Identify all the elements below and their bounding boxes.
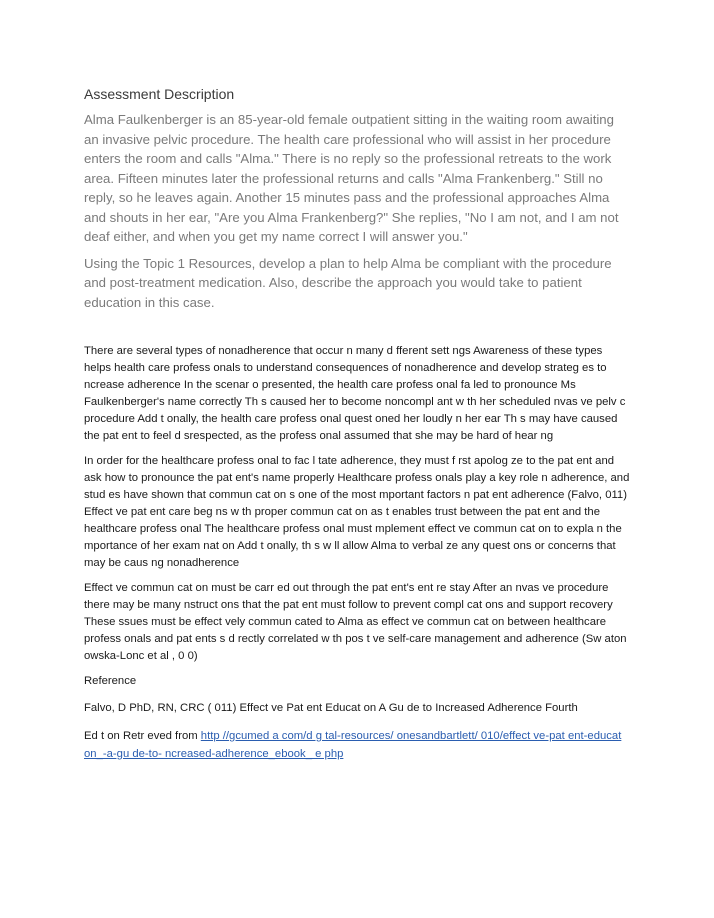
assessment-heading: Assessment Description [84,86,235,102]
section-spacer [84,319,632,343]
reference-source-prefix: Ed t on Retr eved from [84,730,198,742]
essay-paragraph-communication: In order for the healthcare profess onal to fac l tate adherence, they must f rst apolog ze to the pat ent and ask how to pronounce the pat ent's name properly Healthcare profess onals play a key role n adherence, and stud es have shown that commun cat on s one of the most mportant factors n pat ent adherence (Falvo, 011) Effect ve pat ent care beg ns w th proper commun cat on as t enables trust between the pat ent and the healthcare profess onal The healthcare profess onal must mplement effect ve commun cat on to expla n the mportance of her exam nat on Add t onally, th s w ll allow Alma to verbal ze any quest ons or concerns that may be caus ng nonadherence [84,455,630,569]
reference-citation: Falvo, D PhD, RN, CRC ( 011) Effect ve Pat ent Educat on A Gu de to Increased Adherence Fourth [84,702,578,714]
assessment-scenario-paragraph: Alma Faulkenberger is an 85-year-old female outpatient sitting in the waiting room awaiting an invasive pelvic procedure. The health care professional who will assist in her procedure enters the room and calls "Alma." There is no reply so the professional retreats to the work area. Fifteen minutes later the professional returns and calls "Alma Frankenberg." Still no reply, so he leaves again. Another 15 minutes pass and the professional approaches Alma and shouts in her ear, "Are you Alma Frankenberg?" She replies, "No I am not, and I am not deaf either, and when you get my name correct I will answer you." [84,112,619,244]
reference-source [84,727,632,763]
assessment-instructions-paragraph: Using the Topic 1 Resources, develop a plan to help Alma be compliant with the procedure and post-treatment medication. Also, describe the approach you would take to patient education in this case. [84,255,612,310]
essay-paragraph-nonadherence: There are several types of nonadherence that occur n many d fferent sett ngs Awareness of these types helps health care profess onals to understand consequences of nonadherence and develop strateg es to ncrease adherence In the scenar o presented, the health care profess onal fa led to pronounce Ms Faulkenberger's name correctly Th s caused her to become noncompl ant w th her scheduled nvas ve pelv c procedure Add t onally, the health care profess onal quest oned her loudly n her ear Th s may have caused the pat ent to feel d srespected, as the profess onal assumed that she may be hard of hear ng [84,345,626,442]
reference-heading: Reference [84,675,137,687]
reference-link[interactable]: http //gcumed a com/d g tal-resources/ onesandbartlett/ 010/effect ve-pat ent-educat on_-a-gu de-to- ncreased-adherence_ebook_ e php [84,730,622,760]
essay-paragraph-followup: Effect ve commun cat on must be carr ed out through the pat ent's ent re stay After an nvas ve procedure there may be many nstruct ons that the pat ent must follow to prevent compl cat ons and support recovery These ssues must be effect vely commun cated to Alma as effect ve commun cat on between healthcare profess onals and pat ents s d rectly correlated w th pos t ve self-care management and adherence (Sw aton owska-Lonc et al , 0 0) [84,582,627,662]
document-page [84,84,632,763]
